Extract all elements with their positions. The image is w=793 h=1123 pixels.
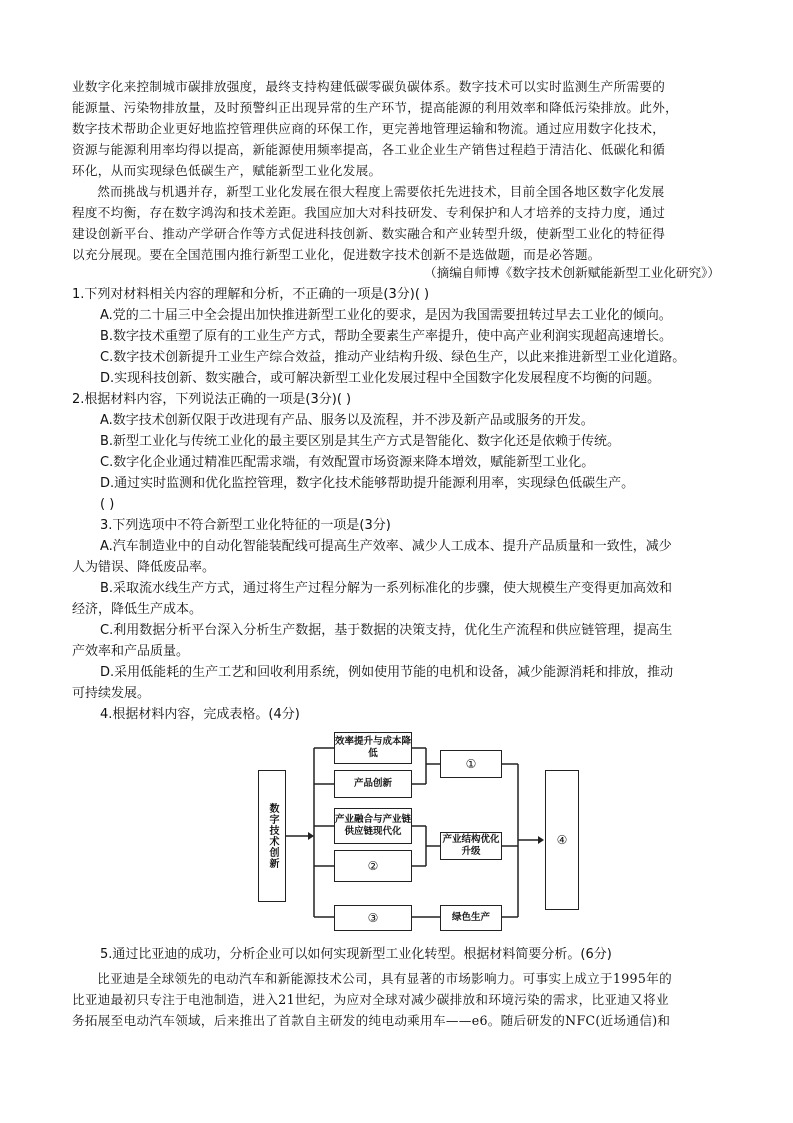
passage-line: 能源量、污染物排放量，及时预警纠正出现异常的生产环节，提高能源的利用效率和降低污染排放。此外，: [72, 100, 679, 115]
question-2: [72, 389, 724, 515]
option-c[interactable]: C.数字技术创新提升工业生产综合效益，推动产业结构升级、绿色生产，以此来推进新型工业化道路。: [100, 350, 686, 365]
option-c[interactable]: C.数字化企业通过精准匹配需求端，有效配置市场资源来降本增效，赋能新型工业化。: [100, 455, 595, 470]
blank-4-box[interactable]: ④: [545, 770, 579, 910]
option-line: D.采用低能耗的生产工艺和回收利用系统，例如使用节能的电机和设备，减少能源消耗和排放，推动: [100, 665, 674, 680]
passage-line: 比亚迪最初只专注于电池制造，进入21世纪，为应对全球对减少碳排放和环境污染的需求，比亚迪又将业: [72, 992, 669, 1007]
passage-source: （摘编自师博《数字技术创新赋能新型工业化研究》）: [424, 265, 720, 280]
option-d[interactable]: D.实现科技创新、数实融合，或可解决新型工业化发展过程中全国数字化发展程度不均衡的问题。: [100, 371, 661, 386]
passage-line: 然而挑战与机遇并存，新型工业化发展在很大程度上需要依托先进技术，目前全国各地区数字化发展: [97, 184, 665, 199]
option-line: C.利用数据分析平台深入分析生产数据，基于数据的决策支持，优化生产流程和供应链管理，提高生: [100, 623, 673, 638]
passage-line: 务拓展至电动汽车领域，后来推出了首款自主研发的纯电动乘用车——e6。随后研发的NFC(近场通信)和: [72, 1013, 671, 1028]
blank-3-box[interactable]: ③: [334, 905, 412, 931]
passage-line: 建设创新平台、推动产学研合作等方式促进科技创新、数实融合和产业转型升级，使新型工业化的特征得: [72, 226, 666, 241]
fusion-box: 产业融合与产业链供应链现代化: [334, 808, 412, 844]
option-line: A.汽车制造业中的自动化智能装配线可提高生产效率、减少人工成本、提升产品质量和一致性，减少: [100, 539, 672, 554]
option-d[interactable]: D.通过实时监测和优化监控管理，数字化技术能够帮助提升能源利用率，实现绿色低碳生产。: [100, 476, 635, 491]
passage-line: 比亚迪是全球领先的电动汽车和新能源技术公司，具有显著的市场影响力。可事实上成立于1995年的: [97, 971, 672, 986]
question-stem: 1.下列对材料相关内容的理解和分析，不正确的一项是(3分)( ): [72, 287, 430, 302]
question-4: [72, 704, 724, 725]
question-stem: 4.根据材料内容，完成表格。(4分): [100, 707, 300, 722]
passage-line: 资源与能源利用率均得以提高，新能源使用频率提高，各工业企业生产销售过程趋于清洁化、低碳化和循: [72, 142, 666, 157]
option-b[interactable]: B.新型工业化与传统工业化的最主要区别是其生产方式是智能化、数字化还是依赖于传统。: [100, 434, 621, 449]
option-d[interactable]: [72, 662, 724, 704]
question-stem: 3.下列选项中不符合新型工业化特征的一项是(3分): [100, 518, 391, 533]
question-1: [72, 284, 724, 389]
passage-line: 环化，从而实现绿色低碳生产，赋能新型工业化发展。: [72, 163, 382, 178]
option-c[interactable]: [72, 620, 724, 662]
passage-paragraph-1: [72, 76, 722, 181]
passage-line: 业数字化来控制城市碳排放强度，最终支持构建低碳零碳负碳体系。数字技术可以实时监测生产所需要的: [72, 79, 666, 94]
flow-diagram: [256, 730, 590, 940]
option-a[interactable]: A.数字技术创新仅限于改进现有产品、服务以及流程，并不涉及新产品或服务的开发。: [100, 413, 594, 428]
answer-bracket[interactable]: ( ): [100, 497, 115, 512]
efficiency-box: 效率提升与成本降低: [334, 732, 412, 764]
product-box: 产品创新: [334, 770, 412, 798]
blank-1-box[interactable]: ①: [440, 750, 502, 778]
option-line: 人为错误、降低废品率。: [72, 560, 216, 575]
tail-passage: [72, 968, 722, 1031]
passage-paragraph-2: [72, 181, 722, 265]
option-line: 产效率和产品质量。: [72, 644, 190, 659]
question-stem: 2.根据材料内容，下列说法正确的一项是(3分)( ): [72, 392, 352, 407]
option-line: 经济，降低生产成本。: [72, 602, 203, 617]
question-5-stem: 5.通过比亚迪的成功，分析企业可以如何实现新型工业化转型。根据材料简要分析。(6分): [100, 947, 612, 962]
option-b[interactable]: B.数字技术重塑了原有的工业生产方式，帮助全要素生产率提升，使中高产业利润实现超高速增长。: [100, 329, 673, 344]
option-line: B.采取流水线生产方式，通过将生产过程分解为一系列标准化的步骤，使大规模生产变得更加高效和: [100, 581, 673, 596]
green-box: 绿色生产: [440, 905, 502, 931]
blank-2-box[interactable]: ②: [334, 850, 412, 882]
option-line: 可持续发展。: [72, 686, 151, 701]
option-a[interactable]: A.党的二十届三中全会提出加快推进新型工业化的要求，是因为我国需要扭转过早去工业化的倾向。: [100, 308, 672, 323]
passage-line: 数字技术帮助企业更好地监控管理供应商的环保工作，更完善地管理运输和物流。通过应用数字化技术，: [72, 121, 666, 136]
option-b[interactable]: [72, 578, 724, 620]
question-3: [72, 515, 724, 704]
passage-line: 以充分展现。要在全国范围内推行新型工业化，促进数字技术创新不是选做题，而是必答题。: [72, 247, 601, 262]
connector-lines: [256, 730, 590, 940]
option-a[interactable]: [72, 536, 724, 578]
root-box: 数字技术创新: [258, 770, 286, 902]
passage-line: 程度不均衡，存在数字鸿沟和技术差距。我国应加大对科技研发、专利保护和人才培养的支持力度，通过: [72, 205, 666, 220]
structure-box: 产业结构优化升级: [440, 832, 502, 860]
